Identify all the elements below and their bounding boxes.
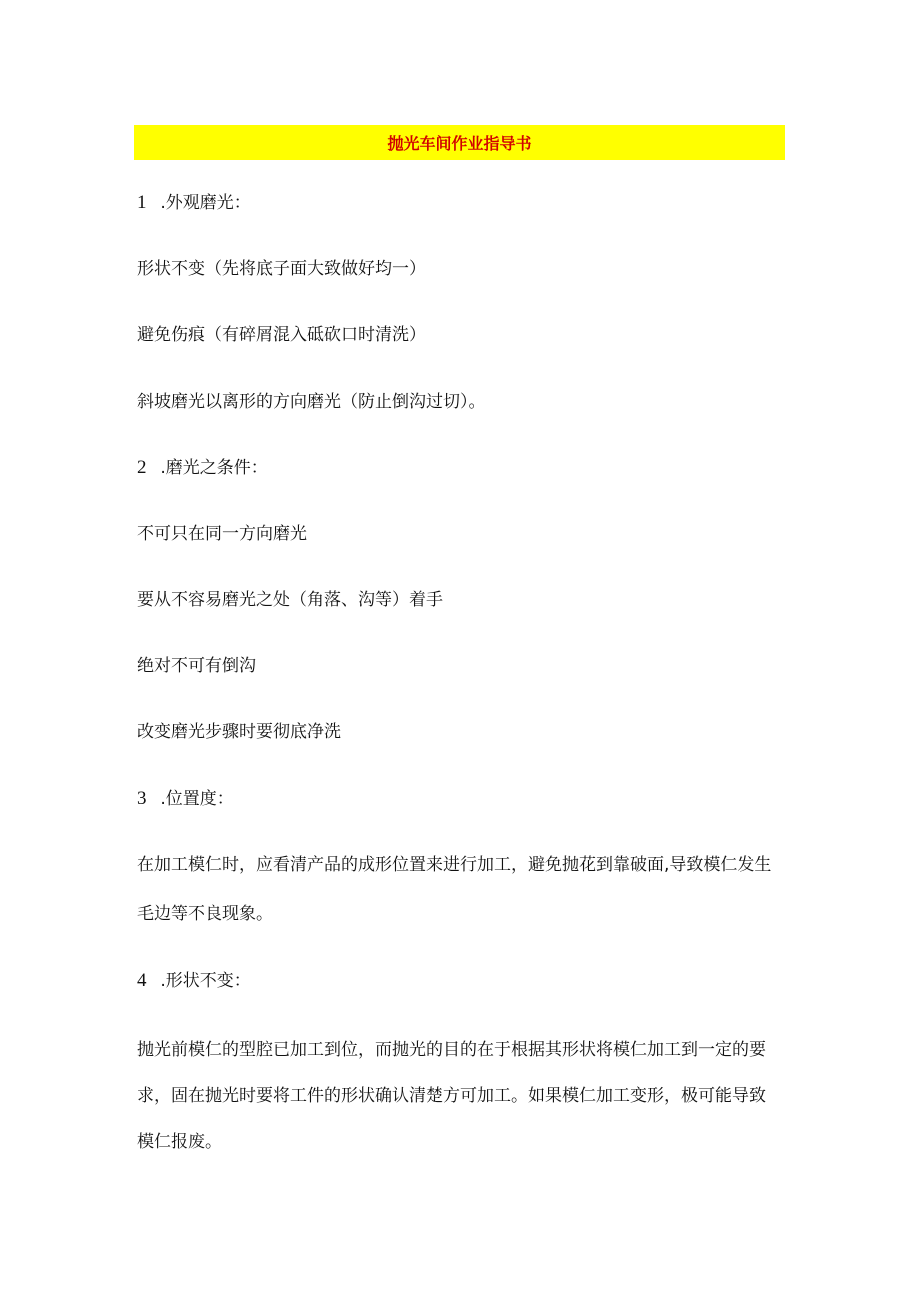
paragraph-line: 模仁报废。	[137, 1132, 222, 1152]
paragraph-line: 在加工模仁时，应看清产品的成形位置来进行加工，避免抛花到靠破面,导致模仁发生	[137, 855, 772, 875]
section-number: 3	[137, 788, 147, 809]
section-number: 1	[137, 192, 147, 213]
section-number: 4	[137, 970, 147, 991]
section-heading: .外观磨光：	[160, 193, 251, 213]
paragraph-line: 不可只在同一方向磨光	[137, 524, 307, 544]
paragraph-line: 斜坡磨光以离形的方向磨光（防止倒沟过切）。	[137, 392, 486, 412]
section-heading: .磨光之条件：	[160, 458, 268, 478]
document-title: 抛光车间作业指导书	[387, 134, 532, 153]
title-bar	[134, 125, 785, 160]
paragraph-line: 抛光前模仁的型腔已加工到位，而抛光的目的在于根据其形状将模仁加工到一定的要	[137, 1040, 766, 1060]
section-4-heading	[137, 970, 251, 992]
section-1-heading	[137, 192, 251, 214]
section-heading: .形状不变：	[160, 971, 251, 991]
paragraph-line: 绝对不可有倒沟	[137, 656, 256, 676]
paragraph-line: 求，固在抛光时要将工件的形状确认清楚方可加工。如果模仁加工变形，极可能导致	[137, 1086, 766, 1106]
section-number: 2	[137, 457, 147, 478]
paragraph-line: 形状不变（先将底子面大致做好均一）	[137, 259, 426, 279]
paragraph-line: 毛边等不良现象。	[137, 904, 273, 924]
section-2-heading	[137, 457, 268, 479]
section-3-heading	[137, 788, 234, 810]
section-heading: .位置度：	[160, 789, 234, 809]
paragraph-line: 要从不容易磨光之处（角落、沟等）着手	[137, 590, 443, 610]
paragraph-line: 避免伤痕（有碎屑混入砥砍口时清洗）	[137, 325, 426, 345]
paragraph-line: 改变磨光步骤时要彻底净洗	[137, 722, 341, 742]
